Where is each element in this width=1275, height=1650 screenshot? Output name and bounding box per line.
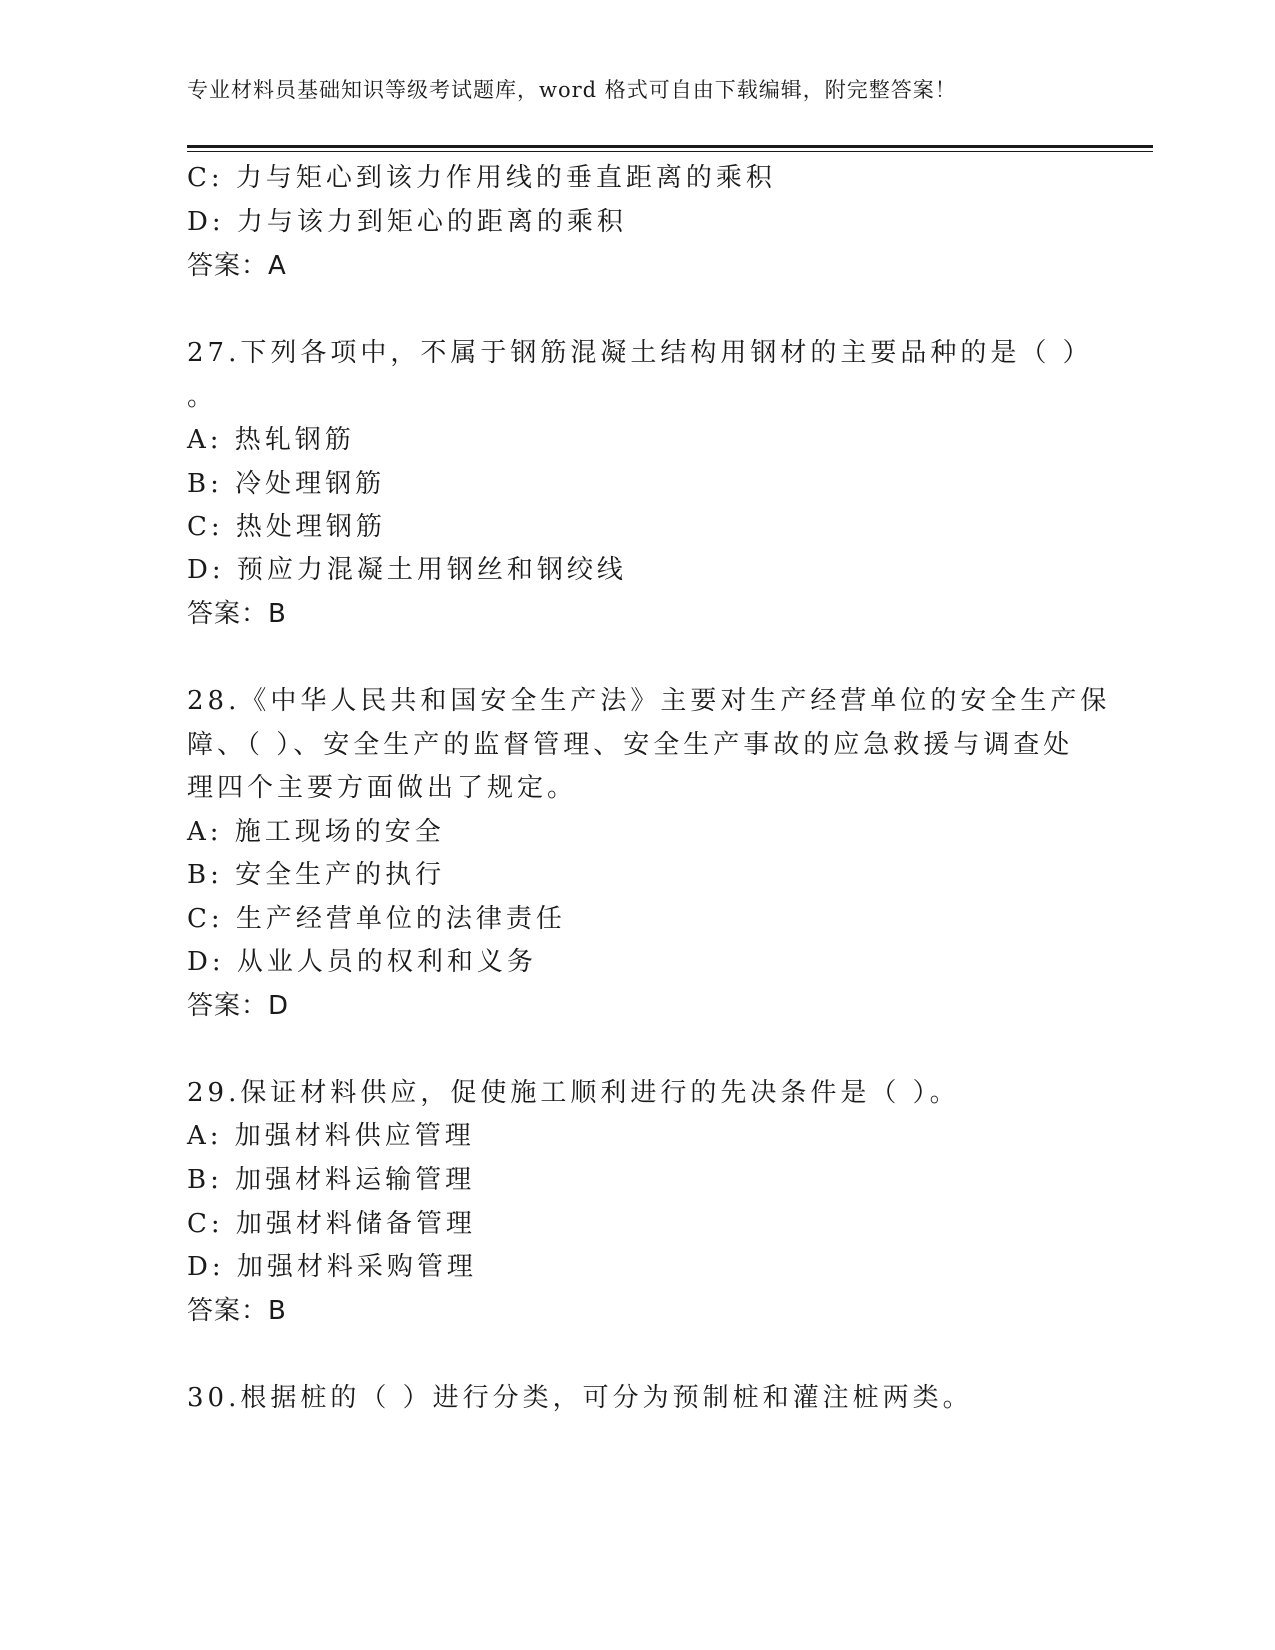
q28-option-c: C: 生产经营单位的法律责任 xyxy=(187,904,566,934)
q29-option-d: D: 加强材料采购管理 xyxy=(187,1252,477,1282)
q27-option-c: C: 热处理钢筋 xyxy=(187,512,386,542)
q27-stem-line2: 。 xyxy=(187,382,218,412)
q27-stem-line1: 27.下列各项中，不属于钢筋混凝土结构用钢材的主要品种的是（ ） xyxy=(187,338,1093,368)
q28-option-b: B: 安全生产的执行 xyxy=(187,860,446,890)
q29-stem-line1: 29.保证材料供应，促使施工顺利进行的先决条件是（ ）。 xyxy=(187,1078,960,1108)
q28-stem-line1: 28.《中华人民共和国安全生产法》主要对生产经营单位的安全生产保 xyxy=(187,686,1111,716)
q27-answer: 答案：B xyxy=(187,599,287,629)
q29-option-c: C: 加强材料储备管理 xyxy=(187,1209,476,1239)
q27-option-d: D: 预应力混凝土用钢丝和钢绞线 xyxy=(187,555,627,585)
q26-option-d: D: 力与该力到矩心的距离的乘积 xyxy=(187,207,627,237)
q26-option-c: C: 力与矩心到该力作用线的垂直距离的乘积 xyxy=(187,163,776,193)
page-header: 专业材料员基础知识等级考试题库，word 格式可自由下载编辑，附完整答案！ xyxy=(187,78,957,102)
q27-option-a: A: 热轧钢筋 xyxy=(187,425,355,455)
q28-option-d: D: 从业人员的权利和义务 xyxy=(187,947,537,977)
header-rule-thick xyxy=(187,145,1153,148)
q29-option-b: B: 加强材料运输管理 xyxy=(187,1165,476,1195)
q28-stem-line3: 理四个主要方面做出了规定。 xyxy=(187,773,578,803)
q28-answer: 答案：D xyxy=(187,991,290,1021)
q28-option-a: A: 施工现场的安全 xyxy=(187,817,445,847)
q26-answer: 答案：A xyxy=(187,251,287,281)
header-rule-thin xyxy=(187,151,1153,152)
q29-answer: 答案：B xyxy=(187,1296,287,1326)
q27-option-b: B: 冷处理钢筋 xyxy=(187,469,386,499)
q29-option-a: A: 加强材料供应管理 xyxy=(187,1121,475,1151)
q30-stem-line1: 30.根据桩的（ ）进行分类，可分为预制桩和灌注桩两类。 xyxy=(187,1383,973,1413)
q28-stem-line2: 障、（ ）、安全生产的监督管理、安全生产事故的应急救援与调查处 xyxy=(187,730,1074,760)
